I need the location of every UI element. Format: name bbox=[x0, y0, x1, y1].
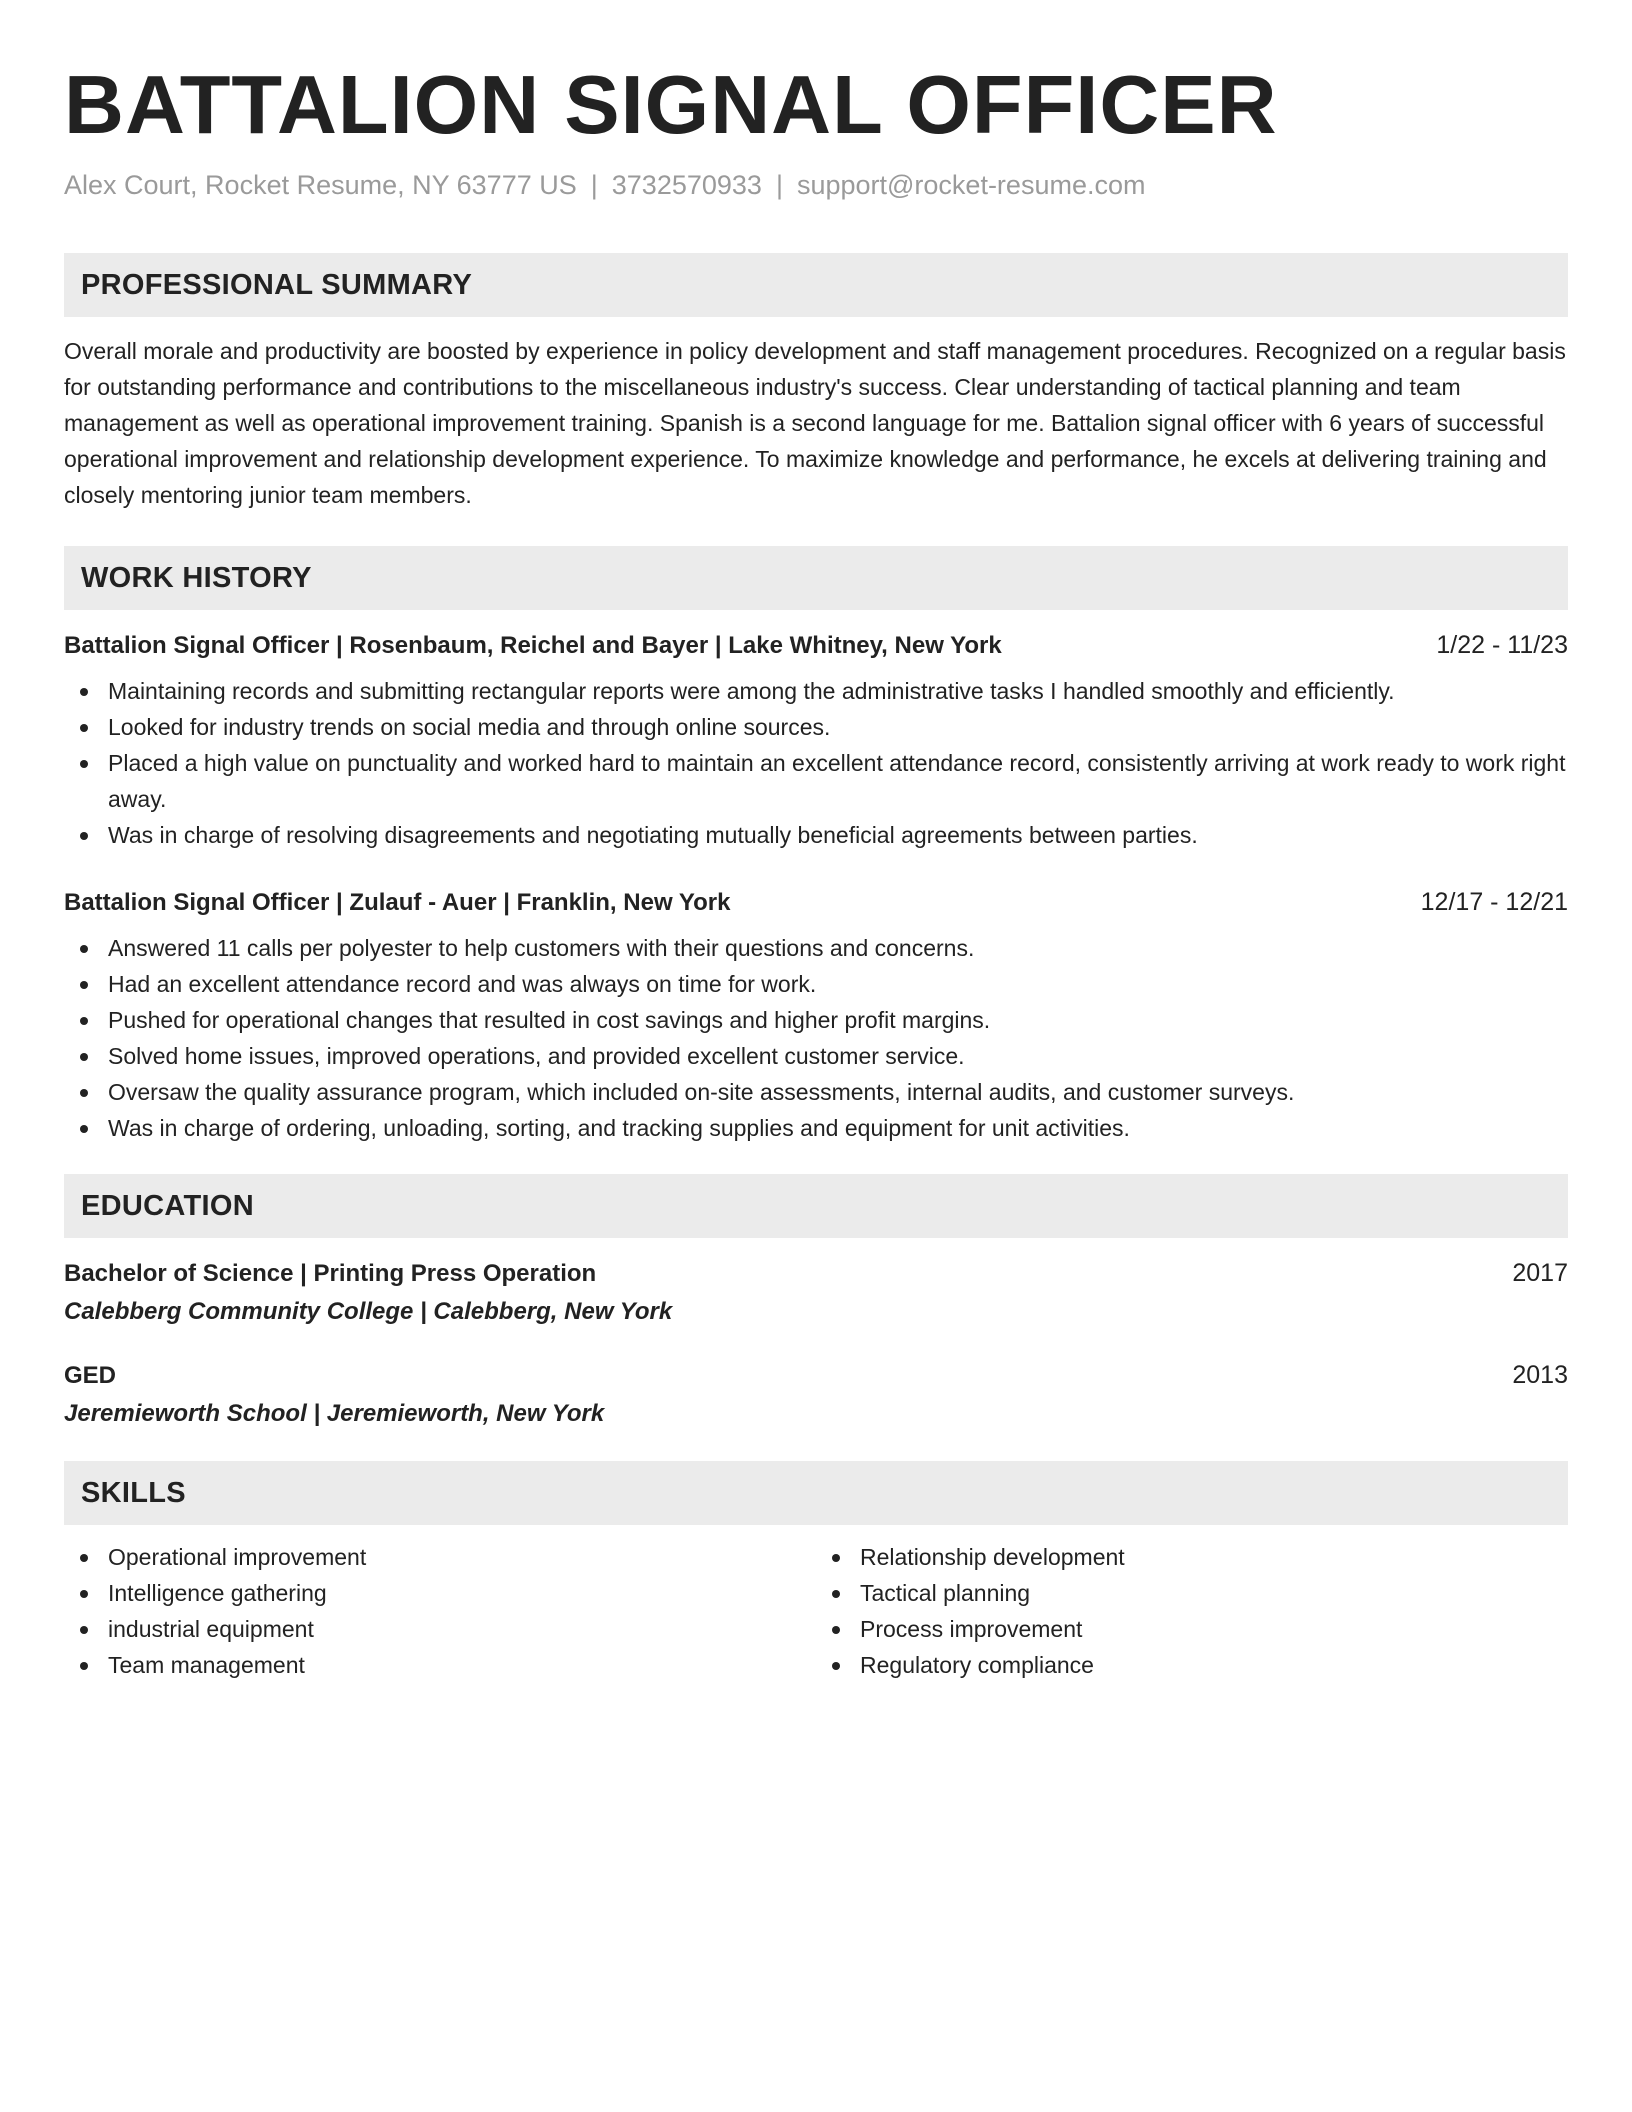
section-header-education: EDUCATION bbox=[64, 1174, 1568, 1238]
job-title: Battalion Signal Officer | Zulauf - Auer | Franklin, New York bbox=[64, 889, 731, 916]
contact-separator: | bbox=[775, 170, 783, 200]
job-bullet: Answered 11 calls per polyester to help customers with their questions and concerns. bbox=[64, 930, 1568, 966]
job-bullet: Had an excellent attendance record and was always on time for work. bbox=[64, 966, 1568, 1002]
job-bullet-list bbox=[64, 673, 1568, 853]
skill-item: industrial equipment bbox=[64, 1611, 816, 1647]
education-year: 2013 bbox=[1512, 1361, 1568, 1389]
contact-separator: | bbox=[590, 170, 598, 200]
contact-email: support@rocket-resume.com bbox=[796, 170, 1146, 200]
section-header-work-history: WORK HISTORY bbox=[64, 546, 1568, 610]
job-bullet: Placed a high value on punctuality and worked hard to maintain an excellent attendance record, consistently arriving at work ready to work right away. bbox=[64, 745, 1568, 817]
skill-item: Intelligence gathering bbox=[64, 1575, 816, 1611]
education-year: 2017 bbox=[1512, 1259, 1568, 1287]
resume-name-title: BATTALION SIGNAL OFFICER bbox=[64, 58, 1278, 151]
education-degree: GED bbox=[64, 1362, 117, 1389]
job-bullet: Oversaw the quality assurance program, which included on-site assessments, internal audits, and customer surveys. bbox=[64, 1074, 1568, 1110]
job-bullet: Solved home issues, improved operations, and provided excellent customer service. bbox=[64, 1038, 1568, 1074]
education-entry bbox=[64, 1256, 1568, 1329]
contact-phone: 3732570933 bbox=[611, 170, 762, 200]
skills-list-left bbox=[64, 1539, 816, 1683]
job-bullet: Was in charge of resolving disagreements and negotiating mutually beneficial agreements between parties. bbox=[64, 817, 1568, 853]
contact-line bbox=[64, 168, 1568, 202]
job-title: Battalion Signal Officer | Rosenbaum, Reichel and Bayer | Lake Whitney, New York bbox=[64, 632, 1002, 659]
education-school: Calebberg Community College | Calebberg, New York bbox=[64, 1298, 673, 1325]
skills-list-right bbox=[816, 1539, 1568, 1683]
contact-address: Alex Court, Rocket Resume, NY 63777 US bbox=[64, 170, 577, 200]
job-dates: 12/17 - 12/21 bbox=[1420, 888, 1568, 916]
education-entry bbox=[64, 1358, 1568, 1431]
section-header-summary: PROFESSIONAL SUMMARY bbox=[64, 253, 1568, 317]
education-degree: Bachelor of Science | Printing Press Operation bbox=[64, 1260, 597, 1287]
skill-item: Process improvement bbox=[816, 1611, 1568, 1647]
skill-item: Team management bbox=[64, 1647, 816, 1683]
job-bullet-list bbox=[64, 930, 1568, 1146]
job-bullet: Pushed for operational changes that resulted in cost savings and higher profit margins. bbox=[64, 1002, 1568, 1038]
section-header-skills: SKILLS bbox=[64, 1461, 1568, 1525]
job-entry bbox=[64, 885, 1568, 1146]
skill-item: Regulatory compliance bbox=[816, 1647, 1568, 1683]
skill-item: Relationship development bbox=[816, 1539, 1568, 1575]
education-school: Jeremieworth School | Jeremieworth, New York bbox=[64, 1400, 605, 1427]
skills-grid bbox=[64, 1539, 1568, 1683]
skill-item: Tactical planning bbox=[816, 1575, 1568, 1611]
skill-item: Operational improvement bbox=[64, 1539, 816, 1575]
job-bullet: Was in charge of ordering, unloading, sorting, and tracking supplies and equipment for unit activities. bbox=[64, 1110, 1568, 1146]
summary-text: Overall morale and productivity are boosted by experience in policy development and staff management procedures. Recognized on a regular basis for outstanding performance and contributions to the miscellaneous industry's success. Clear understanding of tactical planning and team management as well as operational improvement training. Spanish is a second language for me. Battalion signal officer with 6 years of successful operational improvement and relationship development experience. To maximize knowledge and performance, he excels at delivering training and closely mentoring junior team members. bbox=[64, 338, 1566, 508]
job-dates: 1/22 - 11/23 bbox=[1436, 631, 1568, 659]
job-entry bbox=[64, 628, 1568, 853]
job-bullet: Maintaining records and submitting rectangular reports were among the administrative tasks I handled smoothly and efficiently. bbox=[64, 673, 1568, 709]
job-bullet: Looked for industry trends on social media and through online sources. bbox=[64, 709, 1568, 745]
